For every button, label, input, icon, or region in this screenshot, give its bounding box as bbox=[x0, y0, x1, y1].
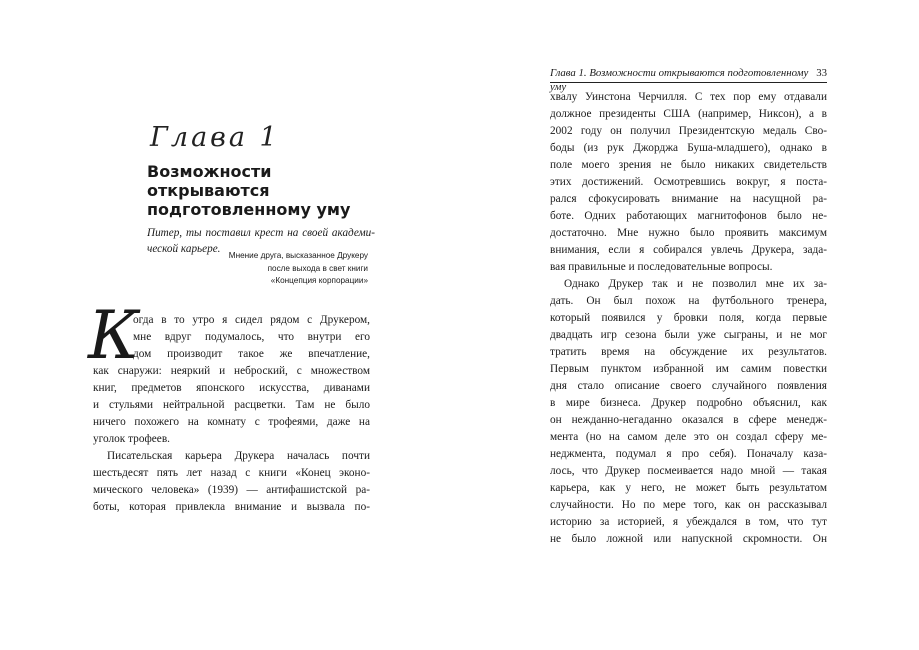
text-line: боды (из рук Джорджа Буша-младшего), однако в bbox=[550, 142, 827, 154]
header-rule bbox=[550, 82, 827, 83]
text-line: который появился у бровки поля, когда первые bbox=[550, 312, 827, 324]
body-text-left bbox=[93, 312, 370, 516]
left-page bbox=[0, 0, 459, 650]
text-line: 2002 году он получил Президентскую медаль Сво- bbox=[550, 125, 827, 137]
text-line: историю за историей, я убеждался в том, что тут bbox=[550, 516, 827, 528]
text-line: боты, которая привлекла внимание и вызвала по- bbox=[93, 501, 370, 513]
drop-cap: К bbox=[88, 297, 140, 374]
text-line: не было ложной или напускной скромности. Он bbox=[550, 533, 827, 545]
text-line: и стульями нейтральной расцветки. Там не было bbox=[93, 399, 370, 411]
text-line: дать. Он был похож на футбольного тренера, bbox=[550, 295, 827, 307]
text-line: лось, что Друкер посмеивается надо мной — такая bbox=[550, 465, 827, 477]
text-line: в мире бизнеса. Друкер подробно объяснил, как bbox=[550, 397, 827, 409]
text-line: мического человека» (1939) — антифашистской ра- bbox=[93, 484, 370, 496]
text-line: книг, предметов японского искусства, диванами bbox=[93, 382, 370, 394]
text-line: достаточно. Мне нужно было проявить максимум bbox=[550, 227, 827, 239]
text-line: вая правильные и последовательные вопросы. bbox=[550, 261, 773, 273]
running-head-title: Глава 1. Возможности открываются подготовленному уму bbox=[550, 67, 809, 93]
text-line: уголок трофеев. bbox=[93, 433, 170, 445]
text-line: дня стало описание своего случайного появления bbox=[550, 380, 827, 392]
text-line: Однако Друкер так и не позволил мне их за- bbox=[564, 278, 827, 290]
text-line: карьера, как у него, не может быть результатом bbox=[550, 482, 827, 494]
text-line: хвалу Уинстона Черчилля. С тех пор ему отдавали bbox=[550, 91, 827, 103]
text-line: Первым пунктом избранной им самим повестки bbox=[550, 363, 827, 375]
text-line: он нежданно-негаданно оказался в сфере менедж- bbox=[550, 414, 827, 426]
text-line: ничего похожего на комнату с трофеями, даже на bbox=[93, 416, 370, 428]
text-line: дом производит такое же впечатление, bbox=[133, 348, 370, 360]
text-line: мента (но на самом деле это он создал сферу ме- bbox=[550, 431, 827, 443]
text-line: должное президенты США (например, Никсон), а в bbox=[550, 108, 827, 120]
body-text-right bbox=[550, 89, 827, 548]
text-line: огда в то утро я сидел рядом с Друкером, bbox=[133, 314, 370, 326]
text-line: мне вдруг подумалось, что внутри его bbox=[133, 331, 370, 343]
text-line: рался сфокусировать внимание на насущной ра- bbox=[550, 193, 827, 205]
chapter-title-line: Возможности открываются bbox=[147, 162, 272, 200]
text-line: неджмента, подумал я про себя). Поначалу каза- bbox=[550, 448, 827, 460]
text-line: Писательская карьера Друкера началась почти bbox=[107, 450, 370, 462]
epigraph-source bbox=[200, 250, 368, 288]
text-line: боте. Одних работающих магнитофонов было не- bbox=[550, 210, 827, 222]
chapter-label: Глава 1 bbox=[150, 122, 280, 153]
right-page bbox=[460, 0, 919, 650]
epigraph-source-line: после выхода в свет книги bbox=[267, 263, 368, 273]
text-line: шестьдесят пять лет назад с книги «Конец эконо- bbox=[93, 467, 370, 479]
text-line: внимания, если я собирался увлечь Друкера, зада- bbox=[550, 244, 827, 256]
text-line: как снаружи: неяркий и неброский, с множеством bbox=[93, 365, 370, 377]
text-line: тратить время на обсуждение их результатов. bbox=[550, 346, 827, 358]
epigraph-line: ческой карьере. bbox=[147, 243, 221, 255]
epigraph-source-line: «Концепция корпорации» bbox=[270, 276, 368, 285]
text-line: случайности. Но по мере того, как он рассказывал bbox=[550, 499, 827, 511]
text-line: поле моего зрения не было никаких свидетельств bbox=[550, 159, 827, 171]
chapter-title-line: подготовленному уму bbox=[147, 200, 351, 219]
chapter-title bbox=[147, 162, 377, 219]
epigraph-source-line: Мнение друга, высказанное Друкеру bbox=[228, 251, 368, 260]
page-number: 33 bbox=[816, 67, 827, 79]
epigraph-line: Питер, ты поставил крест на своей академи- bbox=[147, 227, 375, 239]
text-line: двадцать игр сезона были уже сыграны, и не мог bbox=[550, 329, 827, 341]
text-line: этих достижений. Осмотревшись вокруг, я поста- bbox=[550, 176, 827, 188]
